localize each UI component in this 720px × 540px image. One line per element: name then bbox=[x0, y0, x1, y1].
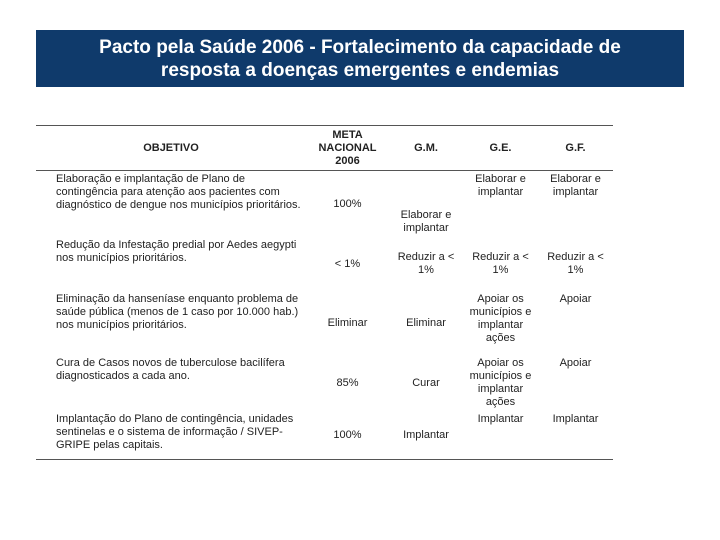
cell-meta: Eliminar bbox=[327, 316, 368, 329]
table-row bbox=[36, 291, 613, 355]
header-gf: G.F. bbox=[565, 141, 586, 154]
slide-title-line-1: Pacto pela Saúde 2006 - Fortalecimento da capacidade de bbox=[99, 36, 621, 58]
table-header-row bbox=[36, 126, 613, 171]
cell-gf: Reduzir a < 1% bbox=[547, 251, 604, 276]
cell-ge: Elaborar e implantar bbox=[475, 173, 526, 198]
cell-meta: 100% bbox=[333, 197, 362, 210]
cell-meta: 85% bbox=[336, 376, 359, 389]
slide-title-line-2: resposta a doenças emergentes e endemias bbox=[160, 59, 560, 81]
cell-objetivo: Eliminação da hanseníase enquanto problema de saúde pública (menos de 1 caso por 10.000 hab.) nos municípios prioritários. bbox=[56, 293, 299, 331]
header-objetivo: OBJETIVO bbox=[143, 141, 199, 154]
cell-gm: Elaborar e implantar bbox=[400, 209, 452, 234]
cell-ge: Apoiar os municípios e implantar ações bbox=[469, 357, 532, 408]
slide-title-bar bbox=[36, 30, 684, 87]
table-row bbox=[36, 237, 613, 291]
table-row bbox=[36, 355, 613, 411]
goals-table-container bbox=[36, 125, 613, 460]
cell-objetivo: Elaboração e implantação de Plano de contingência para atenção aos pacientes com diagnóstico de dengue nos municípios prioritários. bbox=[56, 173, 301, 211]
cell-objetivo: Cura de Casos novos de tuberculose bacilífera diagnosticados a cada ano. bbox=[56, 357, 285, 382]
cell-gm: Curar bbox=[412, 376, 440, 389]
goals-table bbox=[36, 125, 613, 460]
cell-objetivo: Redução da Infestação predial por Aedes aegypti nos municípios prioritários. bbox=[56, 239, 297, 264]
cell-gf: Apoiar bbox=[559, 293, 592, 305]
cell-gf: Elaborar e implantar bbox=[550, 173, 601, 198]
cell-ge: Apoiar os municípios e implantar ações bbox=[469, 293, 532, 344]
cell-gm: Implantar bbox=[403, 428, 449, 441]
cell-meta: 100% bbox=[333, 428, 362, 441]
cell-ge: Reduzir a < 1% bbox=[472, 251, 529, 276]
cell-meta: < 1% bbox=[334, 257, 361, 270]
cell-gf: Apoiar bbox=[559, 357, 592, 369]
cell-gf: Implantar bbox=[552, 413, 599, 425]
cell-ge: Implantar bbox=[477, 413, 524, 425]
header-meta: META NACIONAL 2006 bbox=[318, 128, 377, 167]
table-row bbox=[36, 411, 613, 460]
cell-gm: Reduzir a < 1% bbox=[397, 251, 455, 276]
header-ge: G.E. bbox=[489, 141, 512, 154]
header-gm: G.M. bbox=[414, 141, 438, 154]
cell-objetivo: Implantação do Plano de contingência, unidades sentinelas e o sistema de informação / SIVEP-GRIPE pelas capitais. bbox=[56, 413, 294, 451]
table-row bbox=[36, 171, 613, 238]
cell-gm: Eliminar bbox=[406, 316, 446, 329]
